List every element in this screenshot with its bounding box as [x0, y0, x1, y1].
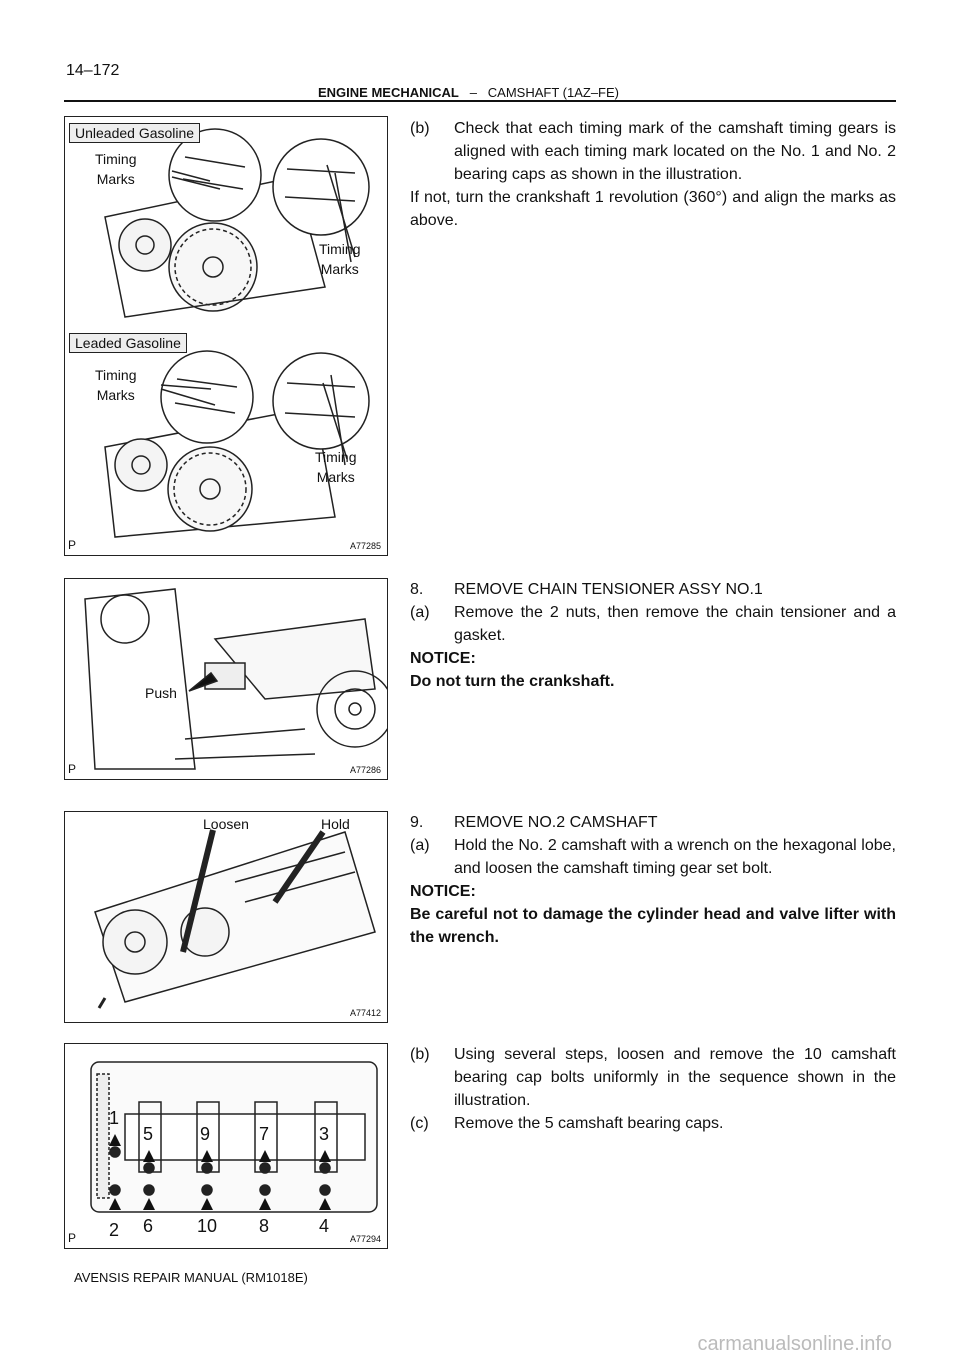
- figure-p-mark: P: [68, 762, 77, 776]
- step-9b: [410, 1043, 896, 1112]
- header-rule: [64, 100, 896, 102]
- step-marker: (b): [410, 120, 430, 137]
- step-title: REMOVE NO.2 CAMSHAFT: [454, 814, 658, 831]
- marks-word: Marks: [316, 469, 355, 485]
- sequence-number-3: 3: [319, 1124, 330, 1144]
- notice-text: Be careful not to damage the cylinder head and valve lifter with the wrench.: [410, 906, 896, 946]
- sequence-number-7: 7: [259, 1124, 270, 1144]
- header-topic: CAMSHAFT (1AZ–FE): [487, 85, 619, 100]
- step-text: Using several steps, loosen and remove the 10 camshaft bearing cap bolts uniformly in the sequence shown in the illustration.: [454, 1046, 896, 1109]
- camshaft-wrench-illustration: [65, 812, 387, 1022]
- timing-marks-label-3: [95, 365, 137, 405]
- header-section: ENGINE MECHANICAL: [318, 85, 459, 100]
- step-marker: 8.: [410, 581, 424, 598]
- step-8-heading: [410, 578, 896, 601]
- marks-word: Marks: [96, 387, 135, 403]
- sequence-number-2: 2: [109, 1220, 120, 1240]
- section-step-9: [410, 811, 896, 949]
- sequence-number-9: 9: [200, 1124, 211, 1144]
- timing-word: Timing: [95, 367, 137, 383]
- figure-code: A77294: [349, 1234, 381, 1244]
- timing-marks-label-2: [319, 239, 361, 279]
- step-marker: 9.: [410, 814, 424, 831]
- sequence-number-8: 8: [259, 1216, 270, 1236]
- step-9-heading: [410, 811, 896, 834]
- step-text: Hold the No. 2 camshaft with a wrench on the hexagonal lobe, and loosen the camshaft timing gear set bolt.: [454, 837, 896, 877]
- header-dash: –: [469, 85, 477, 100]
- loosen-label: Loosen: [203, 816, 249, 832]
- step-marker: (a): [410, 837, 430, 854]
- timing-marks-label-4: [315, 447, 357, 487]
- figure-code: A77285: [349, 541, 381, 551]
- bearing-cap-illustration: [65, 1044, 387, 1248]
- leaded-gasoline-tag: Leaded Gasoline: [69, 333, 187, 353]
- chain-tensioner-illustration: [65, 579, 387, 779]
- step-9a: [410, 834, 896, 880]
- step-text: Remove the 2 nuts, then remove the chain tensioner and a gasket.: [454, 604, 896, 644]
- notice-label: NOTICE:: [410, 883, 476, 900]
- unleaded-gasoline-tag: Unleaded Gasoline: [69, 123, 200, 143]
- timing-word: Timing: [319, 241, 361, 257]
- section-timing-check: [410, 117, 896, 232]
- figure-loosen-hold: [64, 811, 388, 1023]
- step-note: If not, turn the crankshaft 1 revolution (360°) and align the marks as above.: [410, 189, 896, 229]
- timing-marks-label-1: [95, 149, 137, 189]
- page-footer: AVENSIS REPAIR MANUAL (RM1018E): [74, 1270, 308, 1285]
- sequence-number-4: 4: [319, 1216, 330, 1236]
- watermark: carmanualsonline.info: [697, 1333, 892, 1355]
- sequence-number-10: 10: [197, 1216, 218, 1236]
- sequence-number-5: 5: [143, 1124, 154, 1144]
- push-label: Push: [145, 685, 177, 701]
- step-marker: (c): [410, 1115, 429, 1132]
- section-step-9-continued: [410, 1043, 896, 1135]
- notice-label: NOTICE:: [410, 650, 476, 667]
- step-text: Remove the 5 camshaft bearing caps.: [454, 1115, 724, 1132]
- step-text: Check that each timing mark of the camshaft timing gears is aligned with each timing mark located on the No. 1 and No. 2 bearing caps as shown in the illustration.: [454, 120, 896, 183]
- step-8a: [410, 601, 896, 647]
- section-step-8: [410, 578, 896, 693]
- marks-word: Marks: [320, 261, 359, 277]
- page-number: 14–172: [66, 62, 120, 79]
- figure-p-mark: P: [68, 1231, 77, 1245]
- hold-label: Hold: [321, 816, 350, 832]
- page-header: [318, 85, 619, 100]
- notice-text: Do not turn the crankshaft.: [410, 673, 615, 690]
- step-b-check: [410, 117, 896, 186]
- step-title: REMOVE CHAIN TENSIONER ASSY NO.1: [454, 581, 763, 598]
- step-9c: [410, 1112, 896, 1135]
- figure-timing-marks: [64, 116, 388, 556]
- figure-bolt-sequence: [64, 1043, 388, 1249]
- figure-code: A77286: [349, 765, 381, 775]
- timing-word: Timing: [95, 151, 137, 167]
- figure-chain-tensioner: [64, 578, 388, 780]
- step-marker: (b): [410, 1046, 430, 1063]
- step-marker: (a): [410, 604, 430, 621]
- marks-word: Marks: [96, 171, 135, 187]
- sequence-number-6: 6: [143, 1216, 154, 1236]
- figure-code: A77412: [349, 1008, 381, 1018]
- timing-word: Timing: [315, 449, 357, 465]
- sequence-number-1: 1: [109, 1108, 120, 1128]
- figure-p-mark: P: [68, 538, 77, 552]
